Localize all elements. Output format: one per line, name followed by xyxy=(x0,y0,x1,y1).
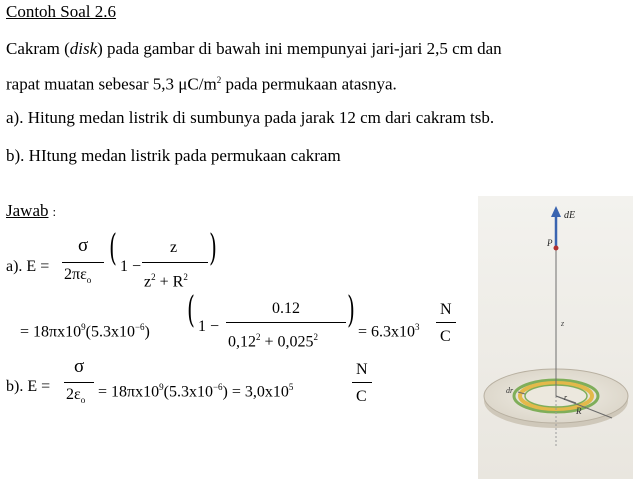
eq-a2-sq2: 2 xyxy=(313,332,319,342)
problem-disk-word: disk xyxy=(69,39,98,58)
label-p: P xyxy=(547,238,553,248)
eq-b-result: ) = 3,0x10 xyxy=(222,383,289,401)
eq-a2-num: 0.12 xyxy=(272,300,300,317)
eq-a2-close: ) xyxy=(144,323,150,341)
eq-b-18pi: = 18πx10 xyxy=(98,383,160,401)
eq-a2-den-b: + 0,025 xyxy=(260,333,314,351)
eq-a2-lhs xyxy=(20,318,150,341)
eq-a-label: a). E = xyxy=(6,258,50,275)
eq-a2-unit-c: C xyxy=(440,328,451,345)
problem-line-2-sup: 2 xyxy=(216,75,222,85)
eq-b-2eps: 2ε xyxy=(66,386,81,403)
eq-b-denom xyxy=(66,386,85,409)
eq-a2-result-val: = 6.3x10 xyxy=(358,323,416,341)
eq-a2-sq1: 2 xyxy=(256,332,261,342)
problem-part-a: a). Hitung medan listrik di sumbunya pada jarak 12 cm dari cakram tsb. xyxy=(6,108,495,127)
disk-figure xyxy=(478,196,633,479)
eq-a-eps-sub: o xyxy=(86,275,92,286)
eq-a-sigma: σ xyxy=(78,235,89,256)
eq-b-unit-n: N xyxy=(356,361,368,378)
eq-a-z: z xyxy=(144,273,152,291)
eq-a2-18pi: = 18πx10 xyxy=(20,323,82,341)
eq-b-unit-c: C xyxy=(356,388,367,405)
eq-b-rhs xyxy=(98,378,293,401)
eq-b-53: (5.3x10 xyxy=(163,383,213,401)
eq-a-z-num: z xyxy=(170,239,178,256)
eq-a2-result xyxy=(358,318,420,341)
problem-part-b: b). HItung medan listrik pada permukaan cakram xyxy=(6,146,341,165)
eq-b-frac-line xyxy=(64,382,94,383)
eq-a2-den-a: 0,12 xyxy=(228,333,256,351)
label-dr: dr xyxy=(506,386,514,395)
eq-a2-exp9: 9 xyxy=(81,322,86,332)
label-r: r xyxy=(564,393,568,402)
point-p xyxy=(554,246,559,251)
eq-a2-unit-line xyxy=(436,322,456,323)
answer-heading-text: Jawab xyxy=(6,201,49,220)
problem-line-2 xyxy=(6,70,397,95)
eq-b-label: b). E = xyxy=(6,378,51,395)
answer-heading-colon: : xyxy=(52,204,57,219)
eq-b-eps-sub: o xyxy=(80,395,86,406)
label-de: dE xyxy=(564,210,576,221)
eq-a-denom xyxy=(64,266,91,289)
problem-line-2-pre: rapat muatan sebesar 5,3 μC/m xyxy=(6,74,217,94)
problem-line-1-pre: Cakram ( xyxy=(6,39,70,58)
eq-a-one-minus: 1 − xyxy=(120,258,142,275)
disk-figure-svg xyxy=(478,196,633,479)
answer-heading xyxy=(6,201,56,221)
eq-b-exp-m6: −6 xyxy=(212,382,223,392)
label-big-r: R xyxy=(576,406,582,416)
eq-a2-den xyxy=(228,328,318,351)
eq-a-frac-line-2 xyxy=(142,262,208,263)
eq-a-open-paren: ( xyxy=(109,228,117,269)
eq-a-frac-line-1 xyxy=(62,262,104,263)
eq-a-sq2: 2 xyxy=(183,272,188,282)
eq-b-sigma: σ xyxy=(74,356,85,377)
eq-a2-exp3: 3 xyxy=(415,322,420,332)
eq-a-plus-r: + R xyxy=(155,273,184,291)
problem-line-1 xyxy=(6,39,502,59)
eq-a-sq1: 2 xyxy=(151,272,156,282)
eq-a2-one-minus: 1 − xyxy=(198,318,220,335)
eq-b-exp9: 9 xyxy=(159,382,164,392)
eq-a2-unit-n: N xyxy=(440,301,452,318)
eq-a2-53: (5.3x10 xyxy=(85,323,135,341)
eq-a-2pieps: 2πε xyxy=(64,266,87,283)
eq-a2-close-paren: ) xyxy=(347,290,355,331)
eq-b-unit-line xyxy=(352,382,372,383)
problem-line-1-post: ) pada gambar di bawah ini mempunyai jari-jari 2,5 cm dan xyxy=(97,39,502,58)
eq-b-exp5: 5 xyxy=(288,382,294,392)
eq-a-close-paren: ) xyxy=(209,228,217,269)
eq-a2-open-paren: ( xyxy=(187,290,195,331)
label-z: z xyxy=(561,319,565,328)
problem-line-2-post: pada permukaan atasnya. xyxy=(221,74,397,94)
eq-a2-frac-line xyxy=(226,322,346,323)
eq-a-z2r2 xyxy=(144,268,188,291)
page-title: Contoh Soal 2.6 xyxy=(6,2,117,21)
eq-a2-exp-m6: −6 xyxy=(134,322,145,332)
